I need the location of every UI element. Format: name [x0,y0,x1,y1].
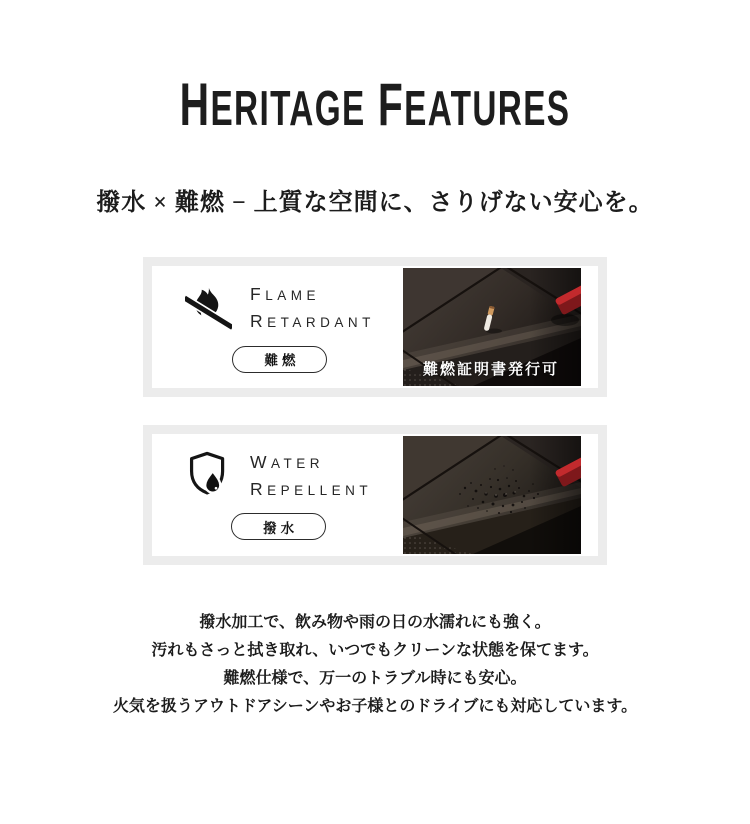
description-line: 火気を扱うアウトドアシーンやお子様とのドライブにも対応しています。 [112,698,638,716]
description-line: 撥水加工で、飲み物や雨の日の水濡れにも強く。 [199,614,551,632]
badge-label: 撥水 [263,520,299,536]
feature-label-water-repellent [250,451,373,500]
feature-card-water-repellent [143,425,607,565]
feature-label-line: WATER [250,451,325,472]
feature-description [0,609,750,721]
feature-info-flame-retardant [185,282,375,373]
feature-cards [0,257,750,565]
certificate-caption: 難燃証明書発行可 [423,361,560,379]
shield-water-drop-icon [185,450,232,502]
page-title [120,71,630,138]
description-line: 汚れもさっと拭き取れ、いつでもクリーンな状態を保てます。 [151,642,599,660]
badge-label: 難燃 [264,353,300,369]
water-drops-on-seat-photo [403,436,581,554]
product-feature-page [0,71,750,824]
page-subtitle: 撥水 × 難燃 − 上質な空間に、さりげない安心を。 [96,190,654,217]
water-repellent-badge [231,513,326,540]
feature-info-water-repellent [185,450,372,540]
title-word: HERITAGE [179,71,366,138]
description-line: 難燃仕様で、万一のトラブル時にも安心。 [223,670,527,688]
no-flame-icon [185,282,232,335]
flame-retardant-badge [232,346,327,373]
feature-label-flame-retardant [250,283,375,332]
feature-card-flame-retardant [143,257,607,397]
cigarette-on-seat-photo [403,268,581,386]
feature-label-line: RETARDANT [250,311,375,332]
title-word: FEATURES [377,71,571,138]
feature-label-line: FLAME [250,283,320,304]
feature-label-line: REPELLENT [250,479,373,500]
